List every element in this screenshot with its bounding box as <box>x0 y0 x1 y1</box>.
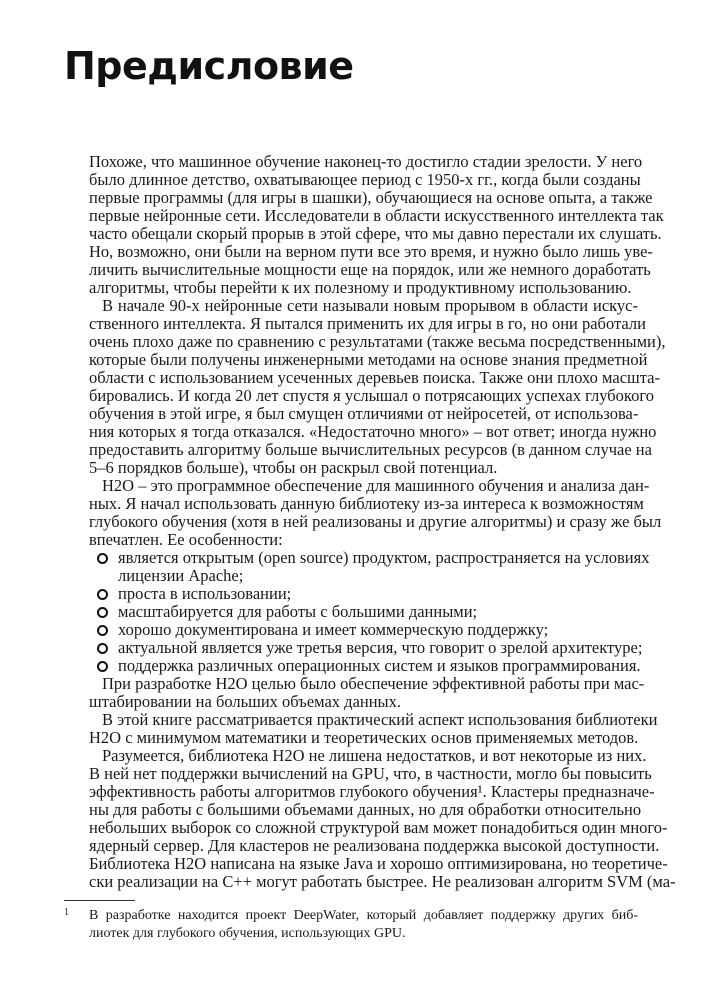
paragraph <box>89 710 658 747</box>
paragraph <box>89 152 664 297</box>
footnote-separator <box>64 900 135 901</box>
text-line: проста в использовании; <box>118 584 292 603</box>
bullet-circle-icon <box>97 625 108 636</box>
bullet-circle-icon <box>97 589 108 600</box>
list-item <box>89 585 638 603</box>
text-line: является открытым (open source) продуктом, распространяется на условиях <box>118 548 650 567</box>
text-line: эффективность работы алгоритмов глубокого обучения¹. Кластеры предназначе- <box>89 782 655 801</box>
text-line: лицензии Apache; <box>118 566 244 585</box>
list-item <box>89 621 638 639</box>
text-line: очень плохо даже по сравнению с результатами (также весьма посредственными), <box>89 332 666 351</box>
text-line: небольших выборок со сложной структурой вам может понадобиться один много- <box>89 818 668 837</box>
text-line: предоставить алгоритму больше вычислительных ресурсов (в данном случае на <box>89 440 652 459</box>
text-line: Библиотека H2O написана на языке Java и хорошо оптимизирована, но теоретиче- <box>89 854 668 873</box>
paragraph <box>89 476 662 549</box>
text-line: Разумеется, библиотека H2O не лишена недостатков, и вот некоторые из них. <box>102 746 647 765</box>
text-line: ски реализации на C++ могут работать быстрее. Не реализован алгоритм SVM (ма- <box>89 872 676 891</box>
text-line: было длинное детство, охватывающее период с 1950-х гг., когда были созданы <box>89 170 641 189</box>
text-line: H2O – это программное обеспечение для машинного обучения и анализа дан- <box>102 476 650 495</box>
text-line: которые были получены инженерными методами на основе знания предметной <box>89 350 648 369</box>
text-line: области с использованием усеченных деревьев поиска. Также они плохо масшта- <box>89 368 660 387</box>
text-line: первые программы (для игры в шашки), обучающиеся на основе опыта, а также <box>89 188 653 207</box>
text-line: ны для работы с большими объемами данных, но для обработки относительно <box>89 800 642 819</box>
footnote <box>64 907 638 943</box>
footnote-line: лиотек для глубокого обучения, использующих GPU. <box>89 926 406 941</box>
text-line: хорошо документирована и имеет коммерческую поддержку; <box>118 620 549 639</box>
text-line: бировались. И когда 20 лет спустя я услышал о потрясающих успехах глубокого <box>89 386 654 405</box>
list-item <box>89 638 643 657</box>
text-line: актуальной является уже третья версия, что говорит о зрелой архитектуре; <box>118 638 643 657</box>
text-line: В начале 90-х нейронные сети называли новым прорывом в области искус- <box>102 296 638 315</box>
text-line: ния которых я тогда отказался. «Недостаточно много» – вот ответ; иногда нужно <box>89 422 657 441</box>
text-line: В ней нет поддержки вычислений на GPU, что, в частности, могло бы повысить <box>89 764 652 783</box>
text-line: первые нейронные сети. Исследователи в области искусственного интеллекта так <box>89 206 664 225</box>
list-item <box>89 548 650 585</box>
text-line: личить вычислительные мощности еще на порядок, или же немного доработать <box>89 260 651 279</box>
text-line: 5–6 порядков больше), чтобы он раскрыл свой потенциал. <box>89 458 498 477</box>
bullet-circle-icon <box>97 643 108 654</box>
text-line: впечатлен. Ее особенности: <box>89 530 283 549</box>
page-title: Предисловие <box>64 44 354 88</box>
list-item <box>89 603 638 621</box>
text-line: H2O с минимумом математики и теоретических основ применяемых методов. <box>89 728 639 747</box>
text-line: обучения в этой игре, я был смущен отличиями от нейросетей, от использова- <box>89 404 639 423</box>
text-line: глубокого обучения (хотя в ней реализованы и другие алгоритмы) и сразу же был <box>89 512 662 531</box>
paragraph <box>89 296 666 477</box>
footnote-number: 1 <box>64 907 69 918</box>
text-line: масштабируется для работы с большими данными; <box>118 602 478 621</box>
text-line: Но, возможно, они были на верном пути все это время, и нужно было лишь уве- <box>89 242 653 261</box>
text-line: Похоже, что машинное обучение наконец-то достигло стадии зрелости. У него <box>89 152 643 171</box>
text-line: штабировании на больших объемах данных. <box>89 692 402 711</box>
text-line: алгоритмы, чтобы перейти к их полезному и продуктивному использованию. <box>89 278 632 297</box>
text-line: поддержка различных операционных систем и языков программирования. <box>118 656 641 675</box>
paragraph <box>89 674 645 711</box>
text-line: ных. Я начал использовать данную библиотеку из-за интереса к возможностям <box>89 494 644 513</box>
text-line: ственного интеллекта. Я пытался применить их для игры в го, но они работали <box>89 314 646 333</box>
bullet-circle-icon <box>97 661 108 672</box>
text-line: ядерный сервер. Для кластеров не реализована поддержка высокой доступности. <box>89 836 660 855</box>
bullet-circle-icon <box>97 607 108 618</box>
list-item <box>89 656 641 675</box>
text-line: При разработке H2O целью было обеспечение эффективной работы при мас- <box>102 674 645 693</box>
footnote-line: В разработке находится проект DeepWater, который добавляет поддержку других биб- <box>89 908 638 923</box>
bullet-circle-icon <box>97 553 108 564</box>
text-line: В этой книге рассматривается практический аспект использования библиотеки <box>102 710 658 729</box>
body-text <box>89 152 676 891</box>
text-line: часто обещали скорый прорыв в этой сфере, что мы давно перестали их слушать. <box>89 224 662 243</box>
paragraph <box>89 746 676 891</box>
